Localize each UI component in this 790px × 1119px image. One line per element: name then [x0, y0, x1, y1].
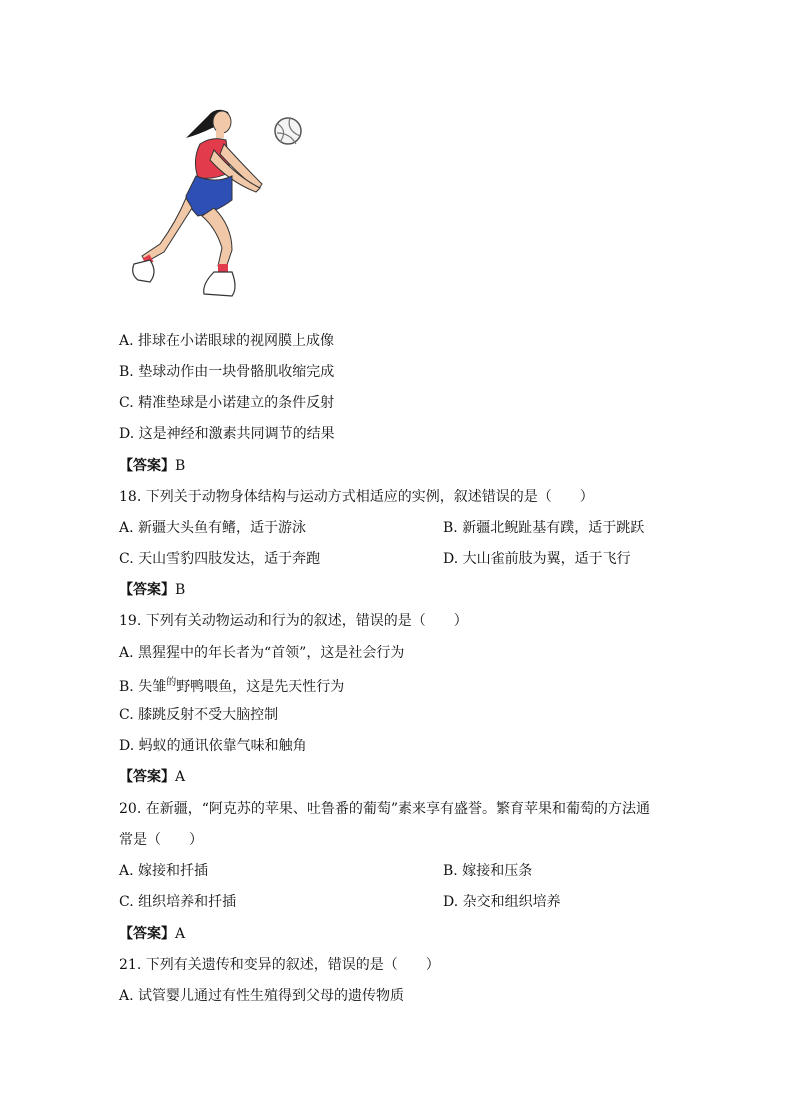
q19-option-b: [119, 677, 344, 699]
q19-option-b-prefix: B. 失雏: [119, 679, 167, 695]
q19-option-a: A. 黑猩猩中的年长者为“首领”，这是社会行为: [119, 645, 405, 661]
q17-option-a: A. 排球在小诺眼球的视网膜上成像: [119, 333, 335, 349]
q20-stem-line1: 20. 在新疆，“阿克苏的苹果、吐鲁番的葡萄”素来享有盛誉。繁育苹果和葡萄的方法通: [119, 801, 651, 817]
q19-option-d: D. 蚂蚁的通讯依靠气味和触角: [119, 738, 307, 754]
answer-label: 【答案】: [119, 582, 175, 598]
q19-option-c: C. 膝跳反射不受大脑控制: [119, 707, 279, 723]
q17-option-c: C. 精准垫球是小诺建立的条件反射: [119, 395, 335, 411]
q17-option-b: B. 垫球动作由一块骨骼肌收缩完成: [119, 364, 335, 380]
q17-option-d: D. 这是神经和激素共同调节的结果: [119, 426, 335, 442]
volleyball-player-illustration: [120, 100, 320, 315]
answer-value: B: [175, 458, 186, 474]
q21-option-a: A. 试管婴儿通过有性生殖得到父母的遗传物质: [119, 988, 405, 1004]
q19-answer: [119, 767, 185, 787]
q18-option-c: C. 天山雪豹四肢发达，适于奔跑: [119, 551, 321, 567]
q20-option-b: B. 嫁接和压条: [443, 863, 533, 879]
q17-answer: [119, 456, 185, 476]
answer-value: B: [175, 582, 186, 598]
q18-option-b: B. 新疆北鲵趾基有蹼，适于跳跃: [443, 520, 645, 536]
q18-answer: [119, 580, 185, 600]
answer-label: 【答案】: [119, 926, 175, 942]
q18-option-a: A. 新疆大头鱼有鳍，适于游泳: [119, 520, 307, 536]
q21-stem: 21. 下列有关遗传和变异的叙述，错误的是（ ）: [119, 957, 440, 973]
q20-option-d: D. 杂交和组织培养: [443, 894, 561, 910]
q19-option-b-sup: 的: [166, 677, 177, 688]
q18-option-d: D. 大山雀前肢为翼，适于飞行: [443, 551, 631, 567]
answer-label: 【答案】: [119, 458, 175, 474]
q19-option-b-suffix: 野鸭喂鱼，这是先天性行为: [176, 679, 345, 695]
q20-stem-line2: 常是（ ）: [119, 832, 203, 848]
q20-option-c: C. 组织培养和扦插: [119, 894, 237, 910]
q18-stem: 18. 下列关于动物身体结构与运动方式相适应的实例，叙述错误的是（ ）: [119, 489, 594, 505]
answer-value: A: [175, 769, 186, 785]
q19-stem: 19. 下列有关动物运动和行为的叙述，错误的是（ ）: [119, 613, 468, 629]
volleyball-icon: [275, 118, 301, 144]
answer-value: A: [175, 926, 186, 942]
q20-answer: [119, 924, 185, 944]
answer-label: 【答案】: [119, 769, 175, 785]
q20-option-a: A. 嫁接和扦插: [119, 863, 209, 879]
